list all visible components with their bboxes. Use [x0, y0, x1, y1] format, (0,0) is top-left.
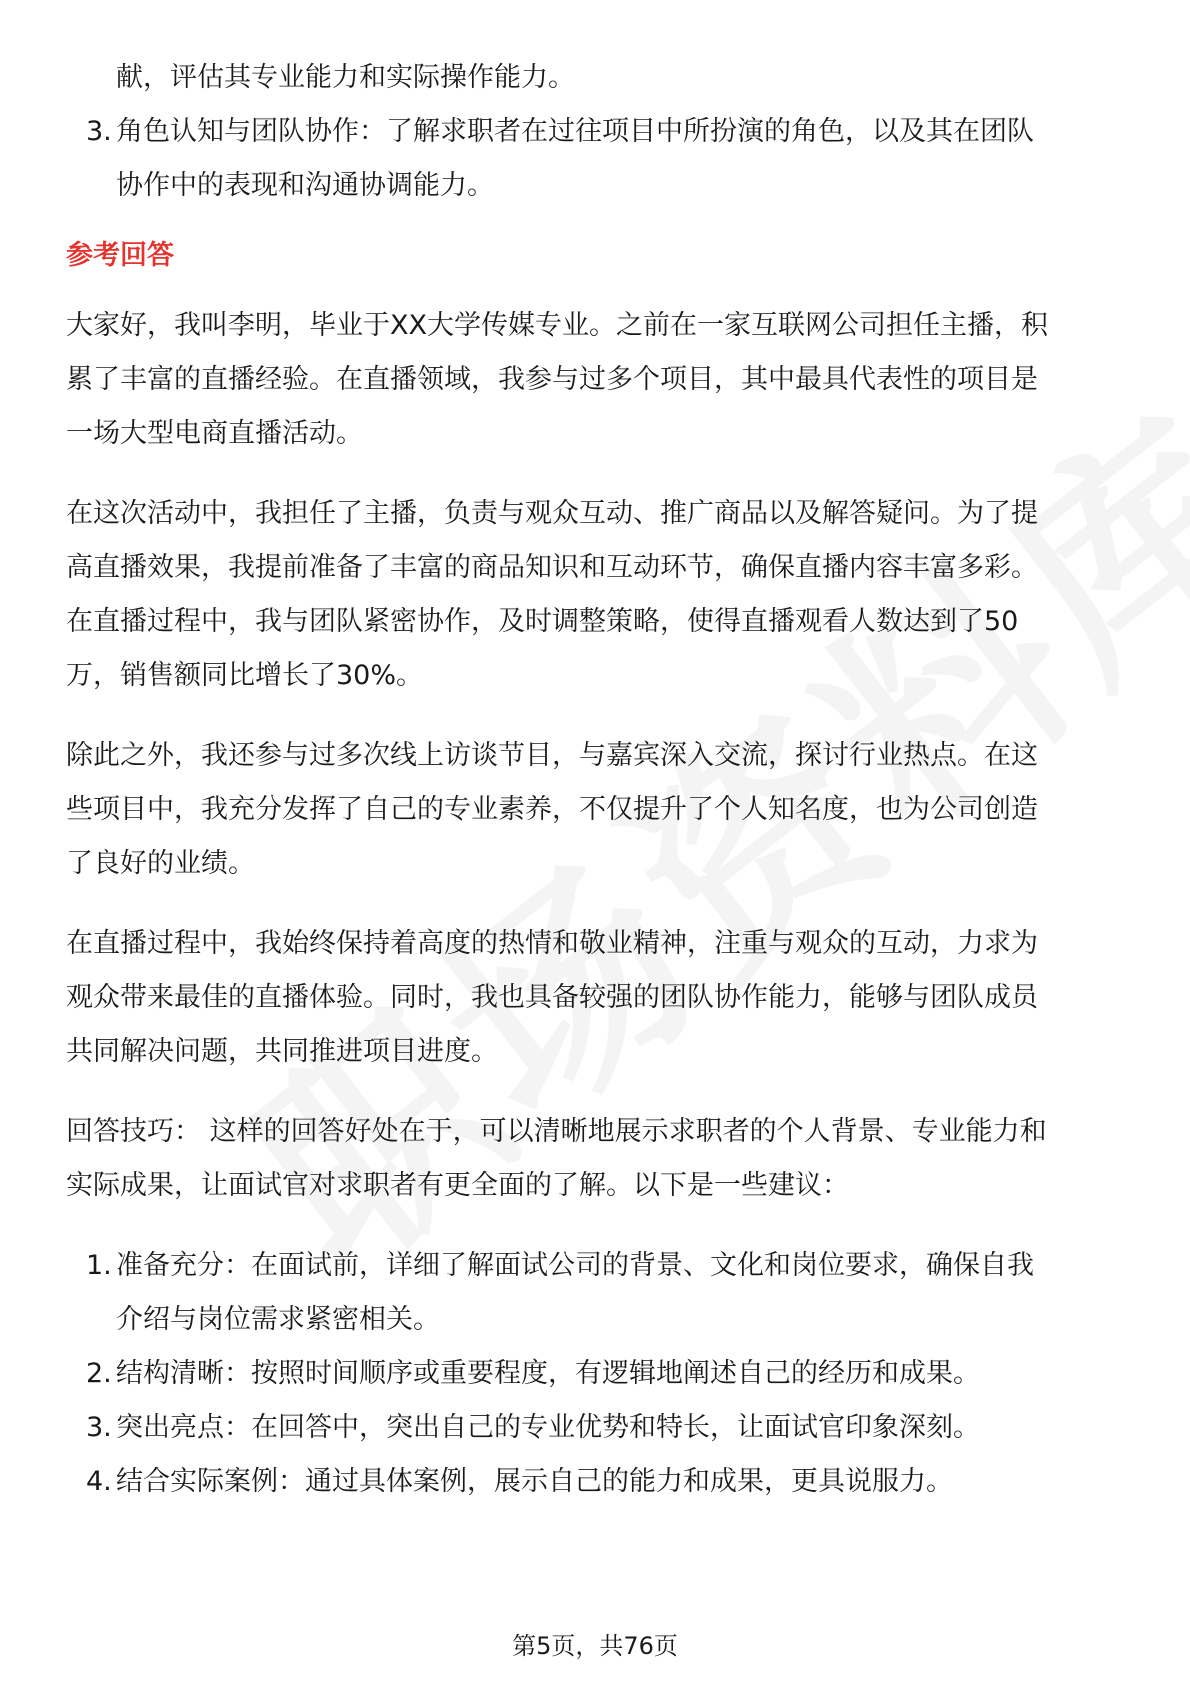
paragraph-line: 些项目中，我充分发挥了自己的专业素养，不仅提升了个人知名度，也为公司创造 [66, 794, 1038, 825]
paragraph-line: 回答技巧： 这样的回答好处在于，可以清晰地展示求职者的个人背景、专业能力和 [66, 1116, 1047, 1147]
paragraph-line: 观众带来最佳的直播体验。同时，我也具备较强的团队协作能力，能够与团队成员 [66, 982, 1038, 1013]
paragraph-line: 高直播效果，我提前准备了丰富的商品知识和互动环节，确保直播内容丰富多彩。 [66, 552, 1038, 583]
paragraph-line: 在直播过程中，我始终保持着高度的热情和敬业精神，注重与观众的互动，力求为 [66, 928, 1038, 959]
list-item-text: 结构清晰：按照时间顺序或重要程度，有逻辑地阐述自己的经历和成果。 [116, 1358, 980, 1389]
list-item-number: 2. [86, 1358, 112, 1389]
list-item-text: 介绍与岗位需求紧密相关。 [116, 1304, 440, 1335]
list-item-number: 4. [86, 1466, 112, 1497]
section-heading: 参考回答 [66, 240, 174, 271]
paragraph-line: 万，销售额同比增长了30%。 [66, 660, 424, 691]
paragraph-line: 除此之外，我还参与过多次线上访谈节目，与嘉宾深入交流，探讨行业热点。在这 [66, 740, 1038, 771]
paragraph-line: 实际成果，让面试官对求职者有更全面的了解。以下是一些建议： [66, 1170, 849, 1201]
paragraph-line: 累了丰富的直播经验。在直播领域，我参与过多个项目，其中最具代表性的项目是 [66, 364, 1038, 395]
list-item-text: 结合实际案例：通过具体案例，展示自己的能力和成果，更具说服力。 [116, 1466, 953, 1497]
paragraph-line: 了良好的业绩。 [66, 848, 255, 879]
list-item-text: 准备充分：在面试前，详细了解面试公司的背景、文化和岗位要求，确保自我 [116, 1250, 1034, 1281]
list-item-text: 协作中的表现和沟通协调能力。 [116, 170, 494, 201]
list-item-number: 3. [86, 1412, 112, 1443]
page-footer: 第5页，共76页 [512, 1632, 678, 1660]
paragraph-line: 在直播过程中，我与团队紧密协作，及时调整策略，使得直播观看人数达到了50 [66, 606, 1019, 637]
list-item-text: 角色认知与团队协作：了解求职者在过往项目中所扮演的角色，以及其在团队 [116, 116, 1034, 147]
paragraph-line: 共同解决问题，共同推进项目进度。 [66, 1036, 498, 1067]
paragraph-line: 大家好，我叫李明，毕业于XX大学传媒专业。之前在一家互联网公司担任主播，积 [66, 310, 1048, 341]
list-item-text: 突出亮点：在回答中，突出自己的专业优势和特长，让面试官印象深刻。 [116, 1412, 980, 1443]
paragraph-line: 一场大型电商直播活动。 [66, 418, 363, 449]
list-item-number: 3. [86, 116, 112, 147]
list-item-continuation: 献，评估其专业能力和实际操作能力。 [116, 62, 575, 93]
list-item-number: 1. [86, 1250, 112, 1281]
paragraph-line: 在这次活动中，我担任了主播，负责与观众互动、推广商品以及解答疑问。为了提 [66, 498, 1038, 529]
